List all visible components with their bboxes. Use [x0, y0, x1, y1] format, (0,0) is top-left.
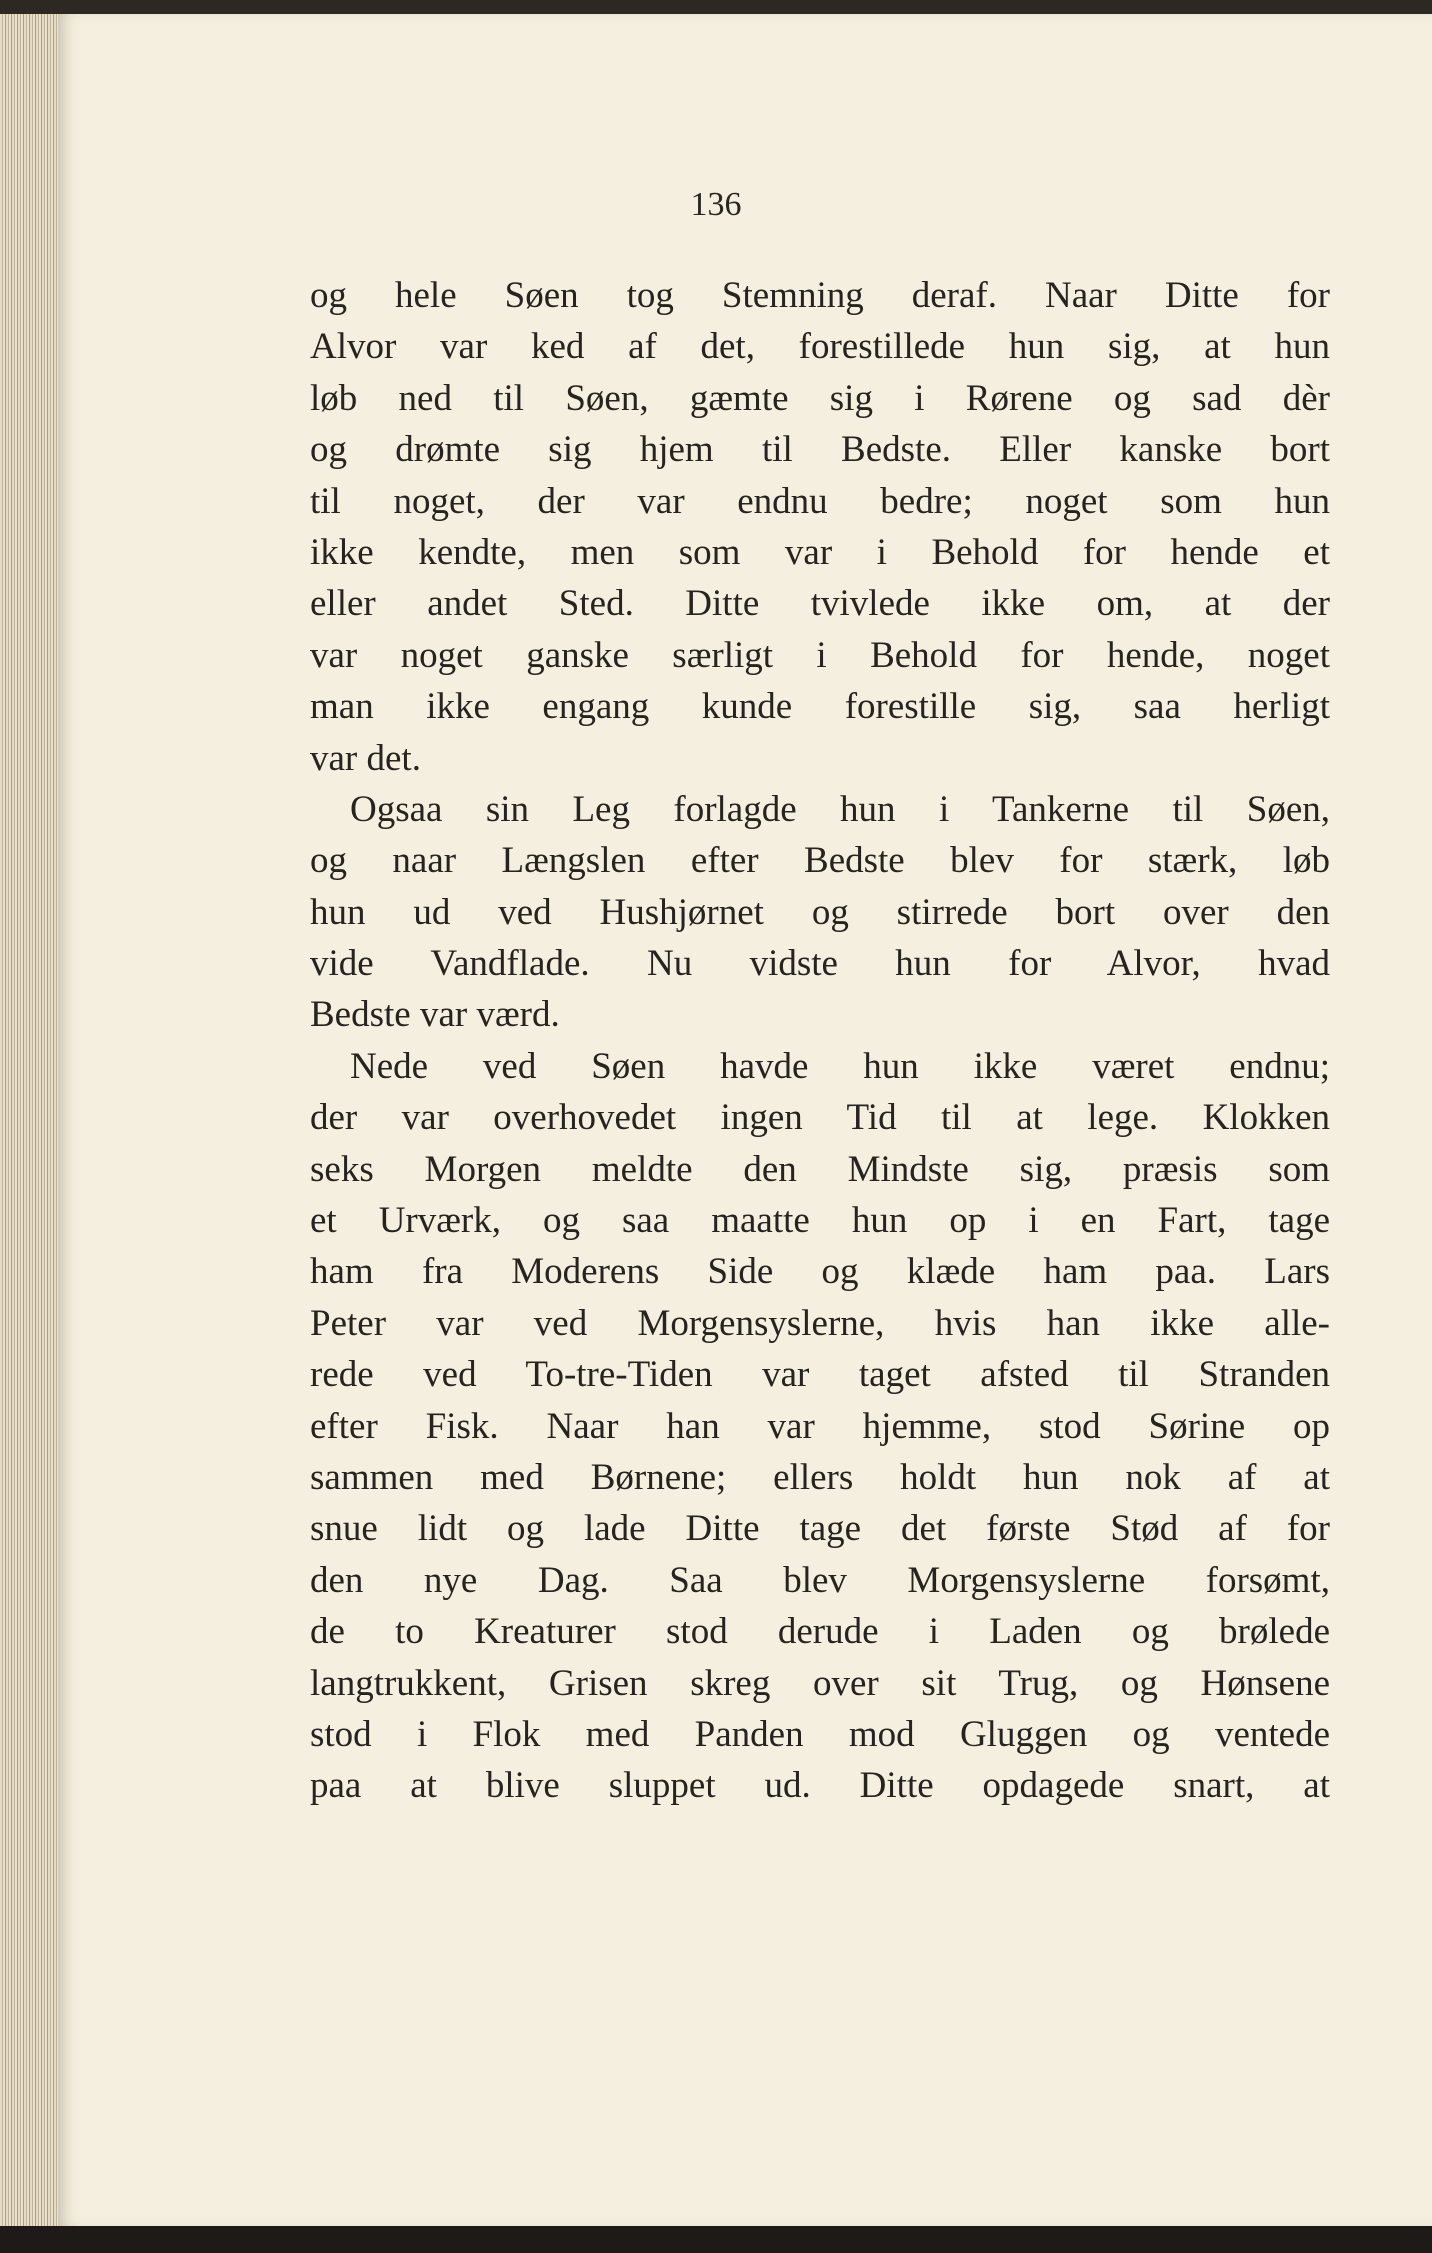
- text-line: et Urværk, og saa maatte hun op i en Fart, tage: [310, 1200, 1330, 1242]
- text-line: paa at blive sluppet ud. Ditte opdagede snart, at: [310, 1765, 1330, 1807]
- text-line: Ogsaa sin Leg forlagde hun i Tankerne til Søen,: [350, 788, 1330, 830]
- text-line: der var overhovedet ingen Tid til at lege. Klokken: [310, 1097, 1330, 1139]
- page-number: 136: [690, 186, 742, 223]
- text-line: langtrukkent, Grisen skreg over sit Trug, og Hønsene: [310, 1662, 1330, 1704]
- text-line: hun ud ved Hushjørnet og stirrede bort over den: [310, 891, 1330, 933]
- text-line: Peter var ved Morgensyslerne, hvis han ikke alle-: [310, 1302, 1330, 1344]
- text-line: den nye Dag. Saa blev Morgensyslerne forsømt,: [310, 1559, 1330, 1601]
- text-line: sammen med Børnene; ellers holdt hun nok af at: [310, 1456, 1330, 1498]
- text-line: efter Fisk. Naar han var hjemme, stod Sørine op: [310, 1405, 1330, 1447]
- text-line: vide Vandflade. Nu vidste hun for Alvor, hvad: [310, 943, 1330, 985]
- body-text: [310, 270, 1330, 1812]
- text-line: var noget ganske særligt i Behold for hende, noget: [310, 634, 1330, 676]
- text-line: løb ned til Søen, gæmte sig i Rørene og sad dèr: [310, 377, 1330, 419]
- text-line: rede ved To-tre-Tiden var taget afsted til Stranden: [310, 1354, 1330, 1396]
- text-line: de to Kreaturer stod derude i Laden og brølede: [310, 1611, 1330, 1653]
- text-line: stod i Flok med Panden mod Gluggen og ventede: [310, 1713, 1330, 1755]
- text-line: ham fra Moderens Side og klæde ham paa. Lars: [310, 1251, 1330, 1293]
- text-line: og drømte sig hjem til Bedste. Eller kanske bort: [310, 429, 1330, 471]
- text-line: var det.: [310, 737, 421, 779]
- text-line: eller andet Sted. Ditte tvivlede ikke om, at der: [310, 583, 1330, 625]
- text-line: snue lidt og lade Ditte tage det første Stød af for: [310, 1508, 1330, 1550]
- text-line: og hele Søen tog Stemning deraf. Naar Ditte for: [310, 275, 1330, 316]
- text-line: ikke kendte, men som var i Behold for hende et: [310, 531, 1330, 573]
- text-line: man ikke engang kunde forestille sig, saa herligt: [310, 686, 1330, 728]
- text-line: til noget, der var endnu bedre; noget som hun: [310, 480, 1330, 522]
- text-line: Bedste var værd.: [310, 994, 560, 1036]
- text-line: og naar Længslen efter Bedste blev for stærk, løb: [310, 840, 1330, 882]
- scan-bottom-border: [0, 2226, 1432, 2253]
- text-line: Nede ved Søen havde hun ikke været endnu;: [350, 1045, 1330, 1087]
- text-line: Alvor var ked af det, forestillede hun sig, at hun: [310, 326, 1330, 368]
- text-line: seks Morgen meldte den Mindste sig, præsis som: [310, 1148, 1330, 1190]
- page-edges-stack: [0, 14, 58, 2226]
